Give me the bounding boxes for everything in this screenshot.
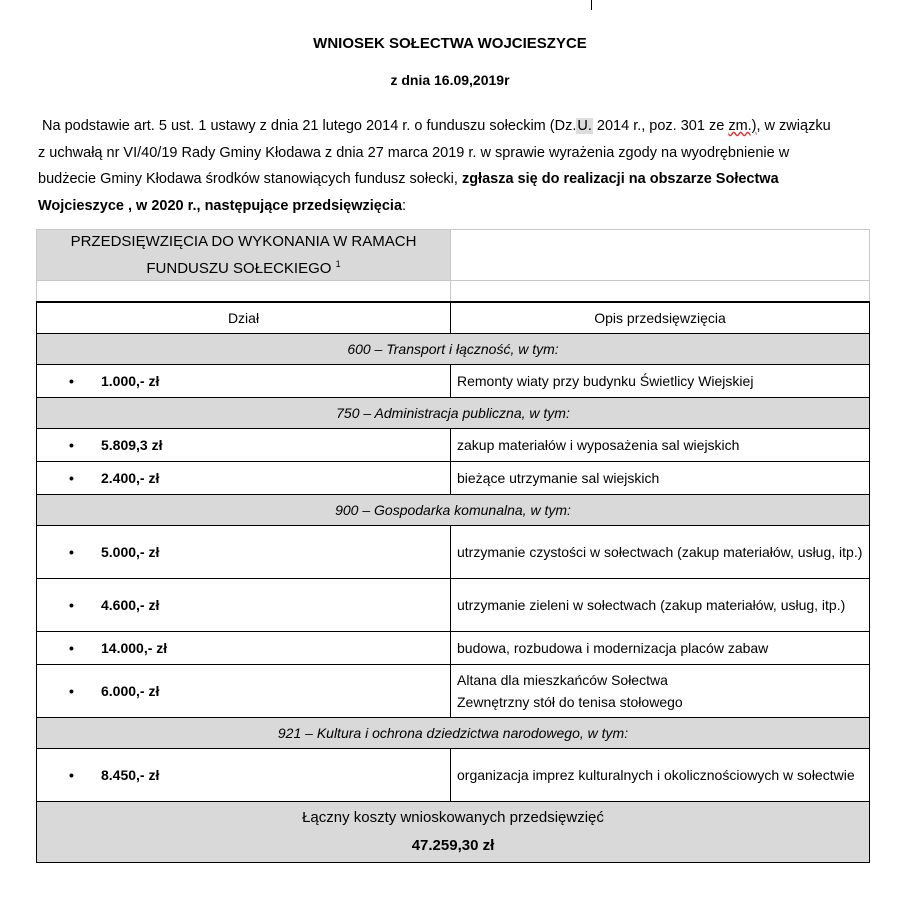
amount-cell: • 2.400,- zł — [37, 462, 451, 495]
page-edge-mark — [591, 0, 592, 10]
description-line: Altana dla mieszkańców Sołectwa — [457, 672, 668, 688]
description-cell: organizacja imprez kulturalnych i okolicznościowych w sołectwie — [451, 749, 870, 802]
description-cell: utrzymanie zieleni w sołectwach (zakup materiałów, usług, itp.) — [451, 579, 870, 632]
table-header-title: PRZEDSIĘWZIĘCIA DO WYKONANIA W RAMACH FUNDUSZU SOŁECKIEGO $^1$ — [37, 230, 451, 281]
description-cell: utrzymanie czystości w sołectwach (zakup materiałów, usług, itp.) — [451, 526, 870, 579]
amount-cell: • 6.000,- zł — [37, 665, 451, 718]
intro-paragraph — [38, 113, 838, 219]
table-header-empty — [451, 230, 870, 281]
amount-cell: • 5.809,3 zł — [37, 429, 451, 462]
intro-text-2: , w związku z uchwałą nr VI/40/19 Rady Gminy Kłodawa z dnia 27 marca 2019 r. w sprawie wyrażenia zgody na wyodrębnienie w budżecie Gminy Kłodawa środków stanowiących fundusz sołecki, — [38, 118, 831, 187]
description-cell: Remonty wiaty przy budynku Świetlicy Wiejskiej — [451, 365, 870, 398]
description-cell — [451, 665, 870, 718]
footnote-mark: 1 — [335, 258, 341, 269]
intro-text-1: Na podstawie art. 5 ust. 1 ustawy z dnia 21 lutego 2014 r. o funduszu sołeckim (Dz. — [42, 118, 577, 134]
amount-cell: • 14.000,- zł — [37, 632, 451, 665]
column-header-opis: Opis przedsięwzięcia — [451, 302, 870, 334]
section-title: 921 – Kultura i ochrona dziedzictwa narodowego, w tym: — [37, 718, 870, 749]
column-header-dzial: Dział — [37, 302, 451, 334]
description-cell: budowa, rozbudowa i modernizacja placów zabaw — [451, 632, 870, 665]
document-title: WNIOSEK SOŁECTWA WOJCIESZYCE — [313, 35, 587, 52]
intro-end: : — [402, 197, 407, 214]
intro-bold: zgłasza się do realizacji na obszarze Sołectwa Wojcieszyce , w 2020 r., następujące przedsięwzięcia — [38, 171, 779, 214]
section-title: 600 – Transport i łączność, w tym: — [37, 334, 870, 365]
description-cell: bieżące utrzymanie sal wiejskich — [451, 462, 870, 495]
intro-text-1b: 2014 r., poz. 301 ze — [592, 118, 729, 134]
section-title: 750 – Administracja publiczna, w tym: — [37, 398, 870, 429]
document-date: z dnia 16.09,2019r — [390, 72, 510, 88]
description-cell: zakup materiałów i wyposażenia sal wiejskich — [451, 429, 870, 462]
total-label: Łączny koszty wnioskowanych przedsięwzięć — [302, 809, 604, 826]
description-line: Zewnętrzny stół do tenisa stołowego — [457, 694, 683, 710]
amount-cell: • 1.000,- zł — [37, 365, 451, 398]
intro-zm: zm.) — [728, 118, 757, 134]
spacer-cell — [37, 281, 451, 303]
section-title: 900 – Gospodarka komunalna, w tym: — [37, 495, 870, 526]
amount-cell: • 8.450,- zł — [37, 749, 451, 802]
projects-table — [36, 229, 870, 863]
total-cell — [37, 802, 870, 863]
spacer-cell — [451, 281, 870, 303]
total-value: 47.259,30 zł — [411, 837, 495, 854]
intro-highlight: U. — [577, 118, 592, 134]
amount-cell: • 5.000,- zł — [37, 526, 451, 579]
amount-cell: • 4.600,- zł — [37, 579, 451, 632]
